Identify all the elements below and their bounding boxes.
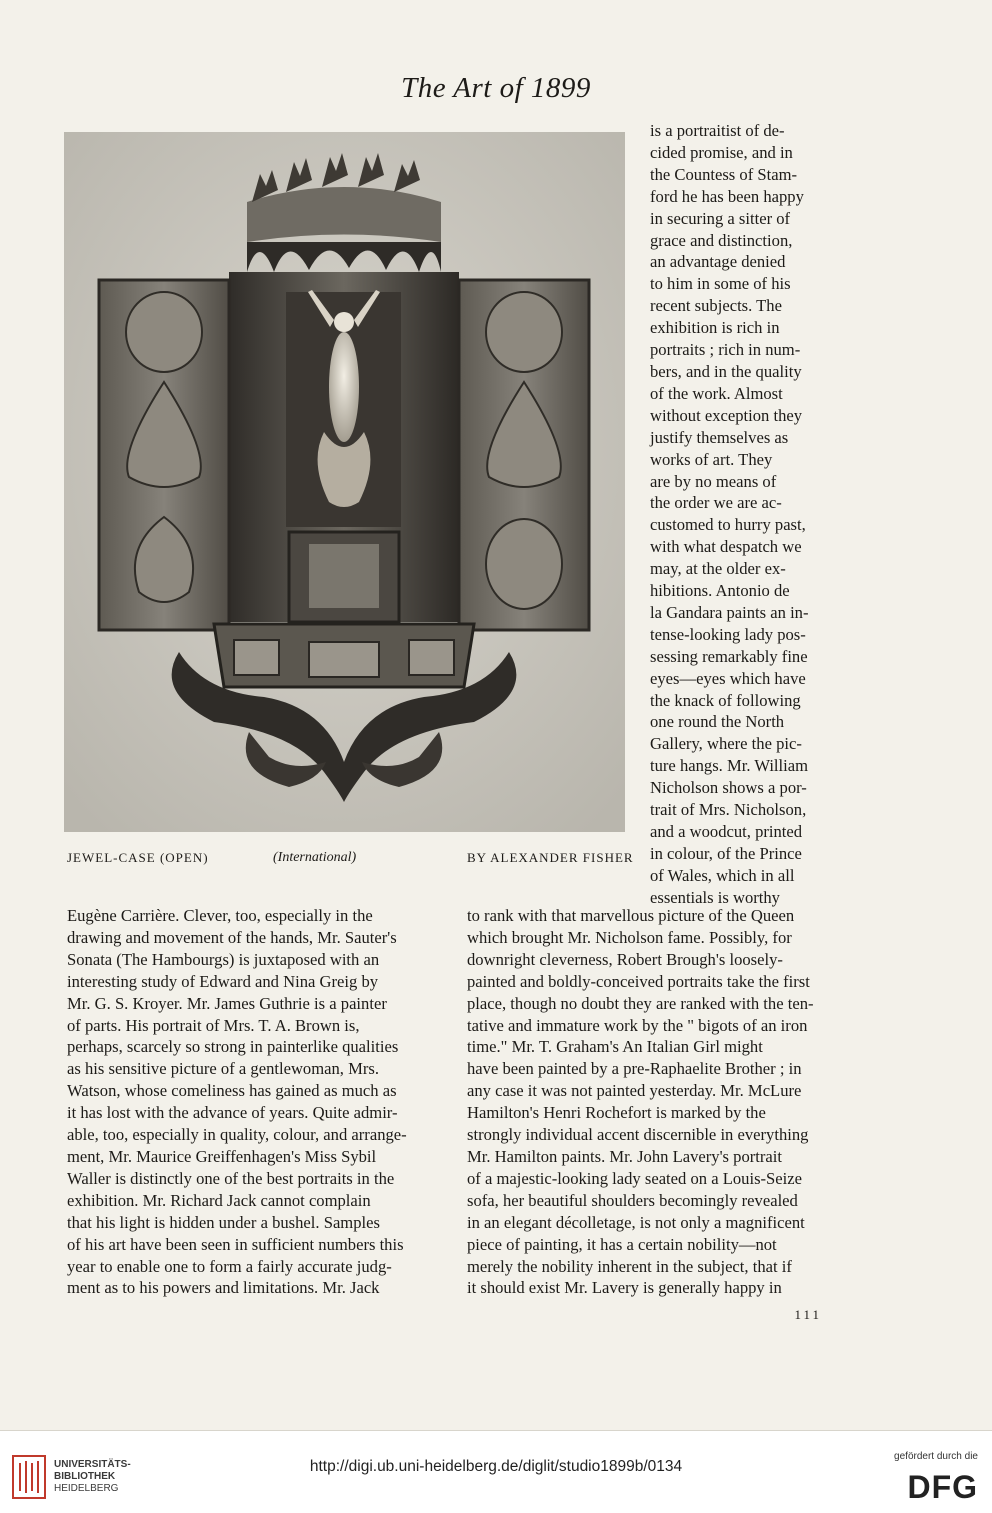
text-line: portraits ; rich in num- bbox=[650, 340, 801, 360]
text-line: ture hangs. Mr. William bbox=[650, 756, 809, 776]
text-line: place, though no doubt they are ranked with the ten- bbox=[467, 993, 814, 1013]
jewel-case-picture bbox=[64, 132, 625, 832]
text-line: of a majestic-looking lady seated on a Louis-Seize bbox=[467, 1168, 802, 1188]
text-column-right bbox=[650, 120, 852, 909]
text-column-left bbox=[67, 905, 449, 1299]
text-line: recent subjects. The bbox=[650, 296, 782, 316]
text-line: and a woodcut, printed bbox=[650, 822, 803, 841]
text-line: with what despatch we bbox=[650, 537, 802, 557]
text-line: year to enable one to form a fairly accurate judg- bbox=[67, 1256, 392, 1276]
text-line: is a portraitist of de- bbox=[650, 121, 785, 140]
text-line: bers, and in the quality bbox=[650, 361, 802, 381]
text-line: trait of Mrs. Nicholson, bbox=[650, 800, 807, 820]
text-line: it should exist Mr. Lavery is generally happy in bbox=[467, 1278, 782, 1298]
text-line: may, at the older ex- bbox=[650, 559, 786, 579]
text-line: tense-looking lady pos- bbox=[650, 624, 806, 644]
library-name-line: UNIVERSITÄTS- bbox=[54, 1459, 131, 1470]
running-head: The Art of 1899 bbox=[401, 72, 591, 104]
text-line: of the work. Almost bbox=[650, 383, 783, 403]
text-line: downright cleverness, Robert Brough's loosely- bbox=[467, 949, 783, 969]
text-line: drawing and movement of the hands, Mr. Sauter's bbox=[67, 927, 397, 947]
text-line: exhibition. Mr. Richard Jack cannot complain bbox=[67, 1190, 371, 1210]
text-line: Hamilton's Henri Rochefort is marked by the bbox=[467, 1103, 766, 1123]
caption-title: JEWEL-CASE (OPEN) bbox=[67, 850, 209, 865]
text-line: merely the nobility inherent in the subject, that if bbox=[467, 1256, 792, 1276]
text-line: sessing remarkably fine bbox=[650, 646, 808, 666]
text-line: painted and boldly-conceived portraits take the first bbox=[467, 971, 810, 991]
text-line: an advantage denied bbox=[650, 252, 786, 272]
text-line: any case it was not painted yesterday. Mr. McLure bbox=[467, 1081, 802, 1101]
text-line: strongly individual accent discernible in everything bbox=[467, 1125, 809, 1145]
text-line: essentials is worthy bbox=[650, 887, 780, 907]
text-line: the Countess of Stam- bbox=[650, 164, 798, 184]
text-line: the knack of following bbox=[650, 690, 801, 710]
text-line: in securing a sitter of bbox=[650, 208, 791, 228]
dfg-logo: DFG bbox=[907, 1469, 978, 1505]
text-line: la Gandara paints an in- bbox=[650, 602, 809, 622]
caption-artist: BY ALEXANDER FISHER bbox=[467, 850, 634, 865]
text-line: of his art have been seen in sufficient numbers this bbox=[67, 1234, 404, 1254]
caption-credit: (International) bbox=[273, 850, 357, 865]
text-line: justify themselves as bbox=[650, 427, 789, 447]
text-line: that his light is hidden under a bushel. Samples bbox=[67, 1212, 380, 1232]
text-line: which brought Mr. Nicholson fame. Possibly, for bbox=[467, 927, 792, 947]
source-url-link[interactable]: http://digi.ub.uni-heidelberg.de/diglit/studio1899b/0134 bbox=[309, 1458, 683, 1475]
text-line: the order we are ac- bbox=[650, 493, 782, 513]
text-line: perhaps, scarcely so strong in painterlike qualities bbox=[67, 1037, 399, 1057]
text-line: Gallery, where the pic- bbox=[650, 734, 802, 754]
page-number: 111 bbox=[794, 1307, 822, 1322]
footer-bar bbox=[0, 1431, 992, 1513]
library-name-line: BIBLIOTHEK bbox=[54, 1471, 116, 1482]
text-line: ment as to his powers and limitations. Mr. Jack bbox=[67, 1278, 380, 1298]
text-line: Waller is distinctly one of the best portraits in the bbox=[67, 1168, 395, 1188]
text-line: works of art. They bbox=[650, 449, 773, 469]
text-column-middle bbox=[467, 905, 852, 1299]
text-line: ford he has been happy bbox=[650, 186, 804, 206]
text-line: as his sensitive picture of a gentlewoman, Mrs. bbox=[67, 1059, 379, 1079]
text-line: have been painted by a pre-Raphaelite Brother ; in bbox=[467, 1059, 802, 1079]
text-line: to rank with that marvellous picture of the Queen bbox=[467, 906, 795, 925]
text-line: without exception they bbox=[650, 405, 803, 425]
text-line: of parts. His portrait of Mrs. T. A. Brown is, bbox=[67, 1015, 360, 1035]
text-line: Nicholson shows a por- bbox=[650, 778, 807, 798]
text-line: piece of painting, it has a certain nobility—not bbox=[467, 1234, 777, 1254]
library-name-line: HEIDELBERG bbox=[54, 1483, 119, 1494]
text-line: it has lost with the advance of years. Quite admir- bbox=[67, 1103, 398, 1123]
text-line: time." Mr. T. Graham's An Italian Girl might bbox=[467, 1037, 763, 1057]
text-line: exhibition is rich in bbox=[650, 318, 780, 338]
text-line: are by no means of bbox=[650, 471, 777, 491]
text-line: able, too, especially in quality, colour, and arrange- bbox=[67, 1125, 407, 1145]
text-line: grace and distinction, bbox=[650, 230, 793, 250]
text-line: Watson, whose comeliness has gained as much as bbox=[67, 1081, 397, 1101]
text-line: of Wales, which in all bbox=[650, 865, 795, 885]
text-line: sofa, her beautiful shoulders becomingly revealed bbox=[467, 1190, 798, 1210]
text-line: to him in some of his bbox=[650, 274, 791, 294]
text-line: Mr. G. S. Kroyer. Mr. James Guthrie is a painter bbox=[67, 993, 387, 1013]
text-line: in an elegant décolletage, is not only a magnificent bbox=[467, 1212, 805, 1232]
text-line: Sonata (The Hambourgs) is juxtaposed with an bbox=[67, 949, 380, 969]
text-line: one round the North bbox=[650, 712, 785, 732]
jewel-case-illustration bbox=[64, 132, 625, 832]
text-line: in colour, of the Prince bbox=[650, 843, 802, 863]
text-line: Eugène Carrière. Clever, too, especially in the bbox=[67, 906, 373, 925]
text-line: eyes—eyes which have bbox=[650, 668, 806, 688]
funding-note: gefördert durch die bbox=[894, 1451, 978, 1462]
text-line: cided promise, and in bbox=[650, 142, 793, 162]
text-line: Mr. Hamilton paints. Mr. John Lavery's portrait bbox=[467, 1146, 783, 1166]
text-line: ment, Mr. Maurice Greiffenhagen's Miss Sybil bbox=[67, 1146, 377, 1166]
text-line: customed to hurry past, bbox=[650, 515, 806, 535]
text-line: interesting study of Edward and Nina Greig by bbox=[67, 971, 379, 991]
text-line: hibitions. Antonio de bbox=[650, 581, 790, 601]
text-line: tative and immature work by the " bigots of an iron bbox=[467, 1015, 808, 1035]
